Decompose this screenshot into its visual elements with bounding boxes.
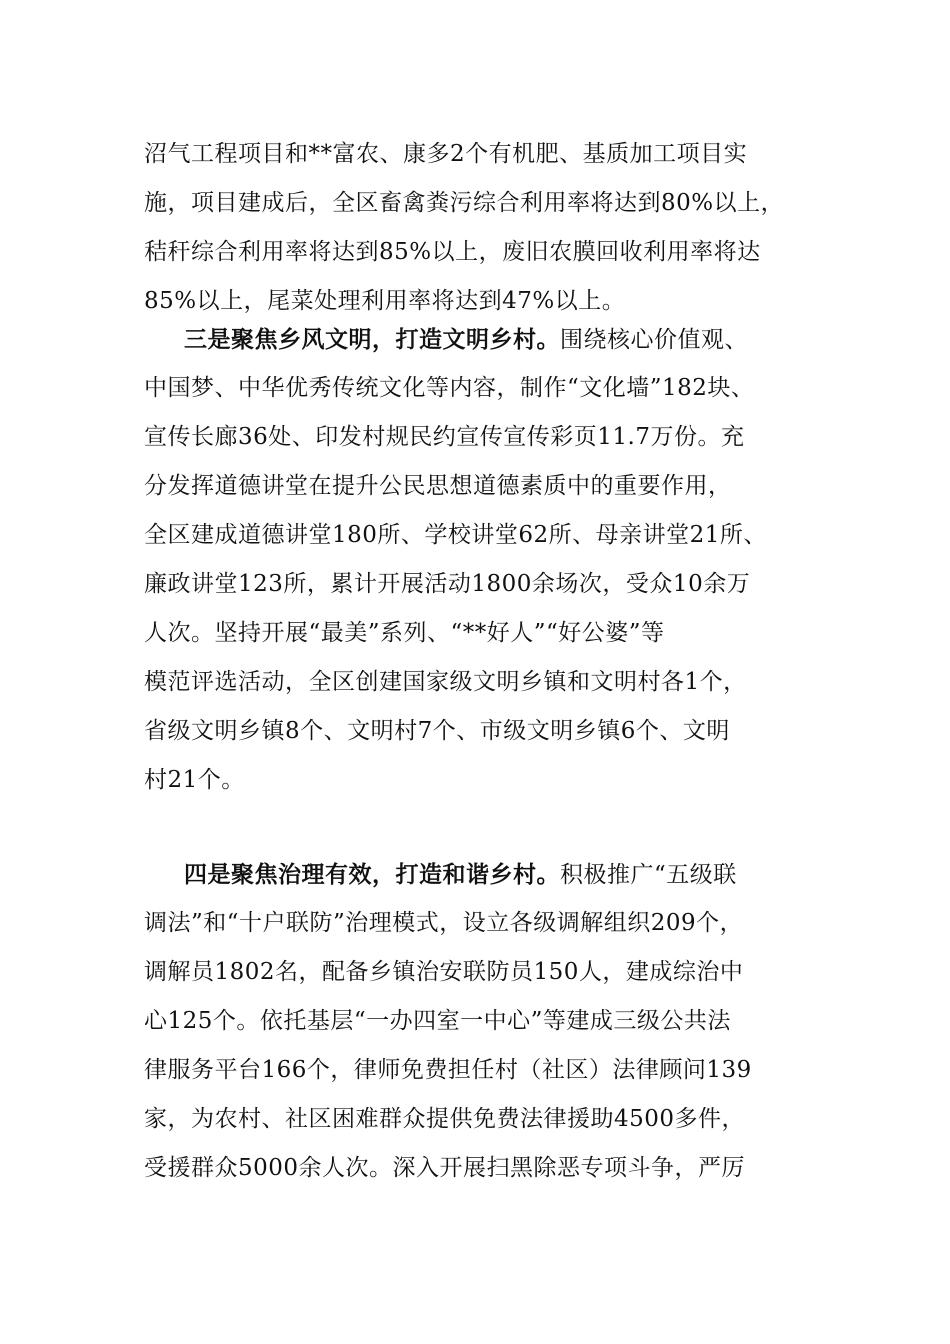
paragraph-civilized-village [144,315,824,805]
paragraph-line: 受援群众5000余人次。深入开展扫黑除恶专项斗争，严厉 [144,1155,746,1181]
paragraph-first-line [144,315,824,364]
paragraph-line: 家，为农村、社区困难群众提供免费法律援助4500多件， [144,1106,746,1132]
paragraph-line: 调解员1802名，配备乡镇治安联防员150人，建成综治中 [144,959,744,985]
paragraph-first-line [144,850,824,899]
paragraph-heading: 四是聚焦治理有效，打造和谐乡村。 [184,861,560,888]
paragraph-heading: 三是聚焦乡风文明，打造文明乡村。 [184,326,560,353]
paragraph-line: 省级文明乡镇8个、文明村7个、市级文明乡镇6个、文明 [144,718,730,744]
paragraph-line: 模范评选活动，全区创建国家级文明乡镇和文明村各1个， [144,669,747,695]
paragraph-line: 秸秆综合利用率将达到85%以上，废旧农膜回收利用率将达 [144,239,761,265]
paragraph-line: 85%以上，尾菜处理利用率将达到47%以上。 [144,288,626,314]
paragraph-first-line-text: 围绕核心价值观、 [560,327,748,353]
paragraph-line: 调法”和“十户联防”治理模式，设立各级调解组织209个， [144,910,744,936]
paragraph-line: 廉政讲堂123所，累计开展活动1800余场次，受众10余万 [144,571,751,597]
paragraph-biogas-projects [144,130,824,326]
paragraph-line: 律服务平台166个，律师免费担任村（社区）法律顾问139 [144,1057,752,1083]
paragraph-line: 村21个。 [144,767,245,793]
paragraph-line: 分发挥道德讲堂在提升公民思想道德素质中的重要作用， [144,473,732,499]
paragraph-line: 沼气工程项目和**富农、康多2个有机肥、基质加工项目实 [144,141,748,167]
paragraph-line: 宣传长廊36处、印发村规民约宣传宣传彩页11.7万份。充 [144,424,745,450]
paragraph-line: 人次。坚持开展“最美”系列、“**好人”“好公婆”等 [144,620,665,646]
paragraph-line: 全区建成道德讲堂180所、学校讲堂62所、母亲讲堂21所、 [144,522,767,548]
paragraph-line: 心125个。依托基层“一办四室一中心”等建成三级公共法 [144,1008,731,1034]
paragraph-line: 施，项目建成后，全区畜禽粪污综合利用率将达到80%以上， [144,190,785,216]
paragraph-first-line-text: 积极推广“五级联 [560,862,737,888]
paragraph-harmonious-village [144,850,824,1193]
paragraph-line: 中国梦、中华优秀传统文化等内容，制作“文化墙”182块、 [144,375,755,401]
